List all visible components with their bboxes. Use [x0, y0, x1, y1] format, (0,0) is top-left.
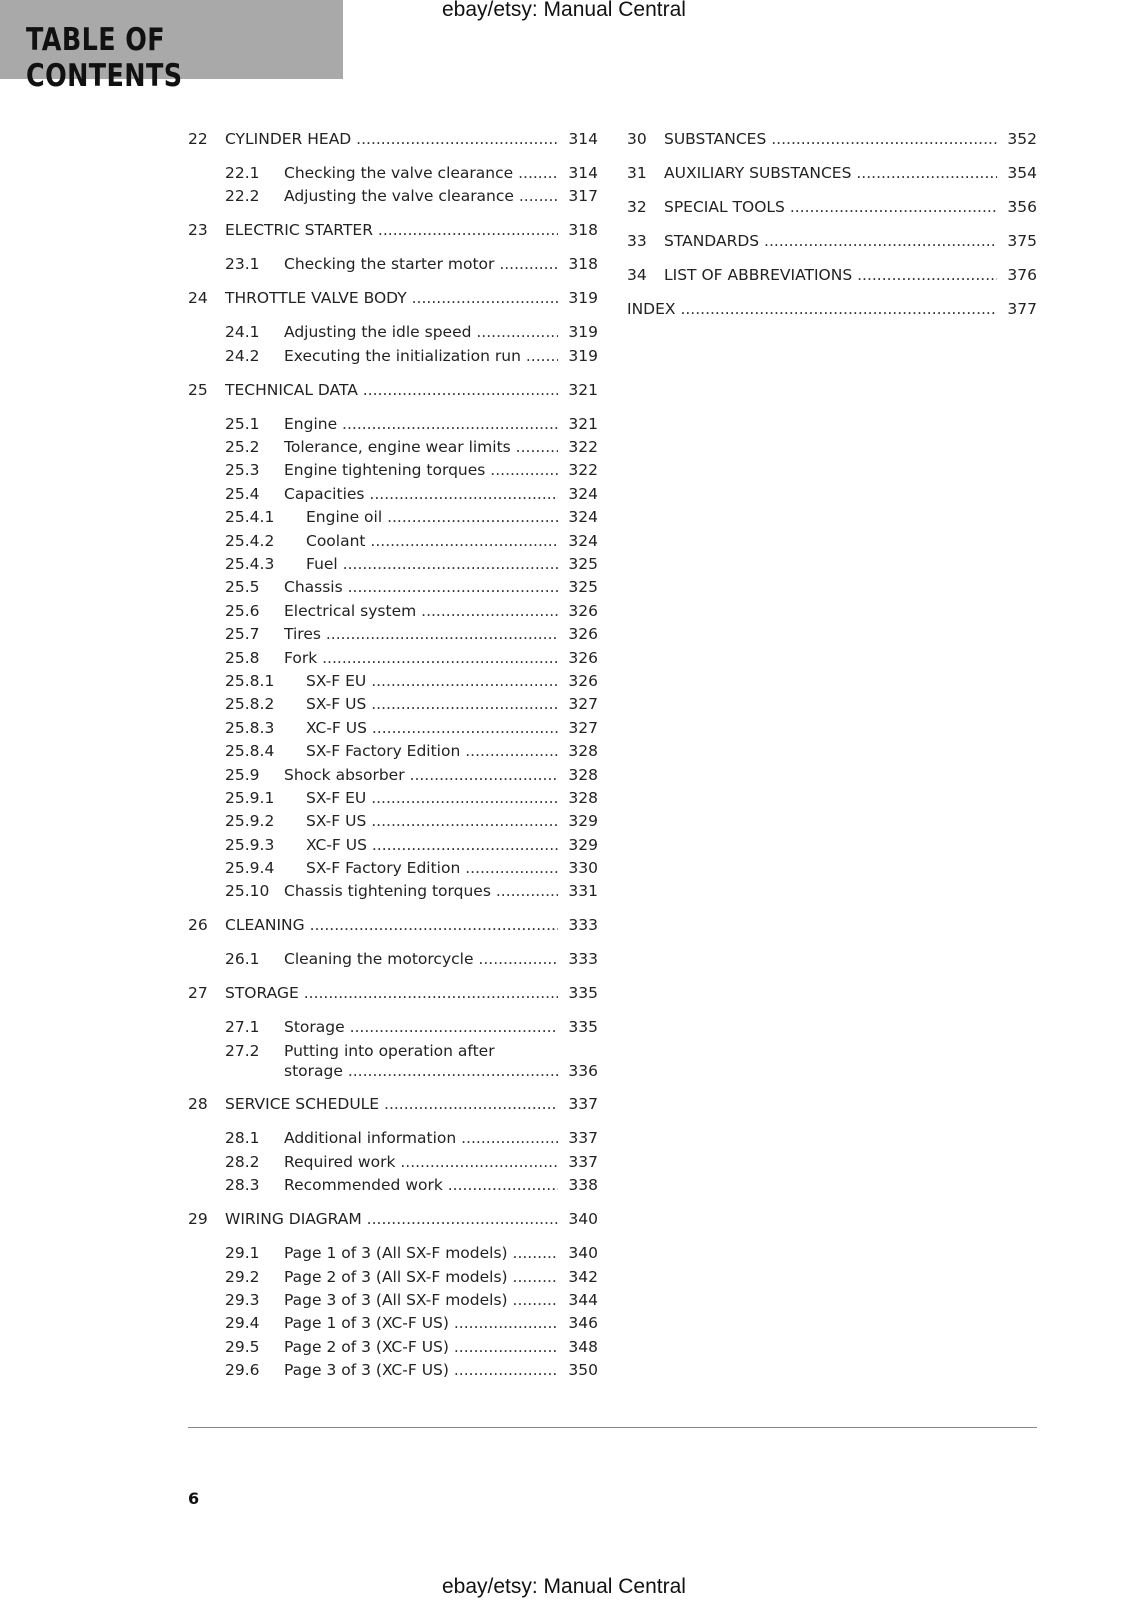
toc-entry-number: 23.1: [225, 255, 260, 274]
toc-entry-page: 333: [568, 916, 598, 935]
toc-entry-number: 23: [188, 221, 208, 240]
toc-entry[interactable]: [627, 196, 1037, 219]
toc-entry-title: SPECIAL TOOLS .....: [664, 196, 997, 219]
toc-entry-title: XC-F US .....: [306, 717, 558, 740]
toc-entry-title: CYLINDER HEAD .....: [225, 128, 558, 151]
toc-entry-number: 25.4: [225, 484, 260, 503]
toc-entry[interactable]: [188, 287, 598, 310]
toc-entry-page: 340: [568, 1244, 598, 1263]
toc-entry-title: Page 1 of 3 (All SX-F models) .....: [284, 1242, 558, 1265]
toc-entry[interactable]: [188, 506, 598, 529]
toc-entry[interactable]: [188, 345, 598, 368]
toc-entry-title: Adjusting the idle speed .....: [284, 321, 558, 344]
toc-entry-title: Fork .....: [284, 647, 558, 670]
toc-entry-title: SERVICE SCHEDULE .....: [225, 1093, 558, 1116]
toc-entry-number: 25.10: [225, 882, 270, 901]
toc-entry[interactable]: [627, 298, 1037, 321]
toc-entry-title: Cleaning the motorcycle .....: [284, 948, 558, 971]
toc-entry-number: 22.2: [225, 187, 260, 206]
toc-entry-number: 34: [627, 265, 647, 284]
toc-entry-number: 22.1: [225, 163, 260, 182]
toc-entry-number: 25.4.3: [225, 555, 275, 574]
toc-entry-page: 327: [568, 695, 598, 714]
toc-entry-number: 25: [188, 380, 208, 399]
toc-entry-title: Engine oil .....: [306, 506, 558, 529]
toc-entry-page: 333: [568, 950, 598, 969]
toc-entry-title: Required work .....: [284, 1151, 558, 1174]
toc-entry-page: 352: [1007, 130, 1037, 148]
toc-entry-page: 324: [568, 531, 598, 550]
toc-entry[interactable]: [188, 740, 598, 763]
toc-entry-number: 25.8: [225, 648, 260, 667]
toc-entry-number: 28.1: [225, 1129, 260, 1148]
toc-entry-number: 29.6: [225, 1361, 260, 1380]
page-title: TABLE OF CONTENTS: [26, 22, 183, 94]
toc-entry-page: 326: [568, 648, 598, 667]
toc-entry-page: 344: [568, 1290, 598, 1309]
toc-entry[interactable]: [188, 321, 598, 344]
toc-entry-page: 327: [568, 718, 598, 737]
toc-entry[interactable]: [188, 1289, 598, 1312]
toc-entry[interactable]: [188, 1040, 598, 1083]
toc-entry[interactable]: [188, 764, 598, 787]
toc-entry[interactable]: [188, 530, 598, 553]
toc-entry[interactable]: [188, 1266, 598, 1289]
toc-entry-title: SX-F US .....: [306, 693, 558, 716]
toc-entry-title: Storage .....: [284, 1016, 558, 1039]
toc-entry-title: SX-F Factory Edition .....: [306, 740, 558, 763]
toc-entry-page: 319: [568, 323, 598, 342]
toc-entry-page: 377: [1007, 299, 1037, 318]
toc-entry-title: Coolant .....: [306, 530, 558, 553]
toc-entry-title: Additional information .....: [284, 1127, 558, 1150]
toc-entry-title: Checking the valve clearance .....: [284, 162, 558, 185]
toc-entry[interactable]: [188, 483, 598, 506]
toc-entry-title: LIST OF ABBREVIATIONS .....: [664, 264, 997, 287]
toc-entry[interactable]: [627, 128, 1037, 151]
toc-entry-page: 326: [568, 671, 598, 690]
toc-entry-number: 24.2: [225, 346, 260, 365]
toc-entry-page: 325: [568, 578, 598, 597]
toc-entry-page: 329: [568, 812, 598, 831]
toc-entry-number: 26: [188, 916, 208, 935]
toc-entry[interactable]: [188, 436, 598, 459]
toc-entry-title: SX-F US .....: [306, 810, 558, 833]
toc-entry-number: 25.8.1: [225, 671, 275, 690]
toc-entry-title: THROTTLE VALVE BODY .....: [225, 287, 558, 310]
toc-entry-number: 29: [188, 1210, 208, 1229]
toc-entry-number: 25.6: [225, 601, 260, 620]
toc-entry[interactable]: [188, 128, 598, 151]
toc-entry-number: 25.9.2: [225, 812, 275, 831]
toc-entry-number: 25.5: [225, 578, 260, 597]
toc-entry-title: Page 1 of 3 (XC-F US) .....: [284, 1312, 558, 1335]
toc-entry[interactable]: [188, 185, 598, 208]
toc-entry[interactable]: [188, 1208, 598, 1231]
toc-entry-page: 317: [568, 187, 598, 206]
toc-entry-title: SX-F EU .....: [306, 670, 558, 693]
toc-entry-title: INDEX .....: [627, 298, 997, 321]
toc-entry-title: SX-F EU .....: [306, 787, 558, 810]
toc-entry[interactable]: [188, 623, 598, 646]
toc-entry-page: 322: [568, 438, 598, 457]
toc-entry-title-continued: storage .....: [284, 1060, 558, 1083]
toc-entry-number: 31: [627, 163, 647, 182]
toc-entry-title: Chassis tightening torques .....: [284, 880, 558, 903]
toc-entry[interactable]: [188, 576, 598, 599]
toc-entry-number: 27: [188, 984, 208, 1003]
toc-entry[interactable]: [188, 413, 598, 436]
toc-entry-title: Page 2 of 3 (All SX-F models) .....: [284, 1266, 558, 1289]
header-tab: [0, 0, 343, 94]
toc-entry-page: 319: [568, 346, 598, 365]
page-number: 6: [188, 1489, 200, 1508]
toc-entry-number: 25.9.1: [225, 788, 275, 807]
toc-entry-number: 24: [188, 289, 208, 308]
toc-entry-page: 326: [568, 601, 598, 620]
toc-entry-number: 29.4: [225, 1314, 260, 1333]
toc-entry-number: 25.8.2: [225, 695, 275, 714]
toc-entry-page: 329: [568, 835, 598, 854]
toc-entry-number: 25.2: [225, 438, 260, 457]
toc-entry[interactable]: [188, 810, 598, 833]
toc-entry-page: 335: [568, 1018, 598, 1037]
toc-entry-page: 328: [568, 742, 598, 761]
toc-entry-number: 25.9.4: [225, 859, 275, 878]
toc-entry-number: 25.7: [225, 625, 260, 644]
toc-entry-number: 28.2: [225, 1152, 260, 1171]
toc-entry-page: 354: [1007, 163, 1037, 182]
toc-entry-number: 27.2: [225, 1041, 260, 1060]
toc-entry[interactable]: [188, 647, 598, 670]
toc-entry-number: 33: [627, 231, 647, 250]
toc-entry-number: 29.3: [225, 1290, 260, 1309]
toc-entry-page: 324: [568, 484, 598, 503]
toc-entry-page: 319: [568, 289, 598, 308]
toc-entry[interactable]: [188, 1174, 598, 1197]
toc-entry[interactable]: [188, 1312, 598, 1335]
toc-entry-title: Tires .....: [284, 623, 558, 646]
toc-entry[interactable]: [188, 162, 598, 185]
toc-entry-number: 28: [188, 1095, 208, 1114]
toc-entry-number: 25.8.4: [225, 742, 275, 761]
toc-entry-number: 25.8.3: [225, 718, 275, 737]
toc-entry-title: AUXILIARY SUBSTANCES .....: [664, 162, 997, 185]
toc-entry-page: 346: [568, 1314, 598, 1333]
toc-entry-page: 321: [568, 380, 598, 399]
toc-entry-page: 314: [568, 130, 598, 148]
toc-entry-number: 27.1: [225, 1018, 260, 1037]
toc-entry-page: 336: [568, 1061, 598, 1080]
toc-entry-page: 321: [568, 414, 598, 433]
toc-entry-page: 318: [568, 221, 598, 240]
toc-entry-page: 326: [568, 625, 598, 644]
toc-entry-page: 331: [568, 882, 598, 901]
toc-entry[interactable]: [188, 600, 598, 623]
toc-entry[interactable]: [188, 253, 598, 276]
toc-entry-number: 25.9.3: [225, 835, 275, 854]
toc-entry[interactable]: [188, 787, 598, 810]
toc-entry-page: 348: [568, 1337, 598, 1356]
toc-entry-number: 25.4.2: [225, 531, 275, 550]
toc-entry-title: WIRING DIAGRAM .....: [225, 1208, 558, 1231]
toc-entry[interactable]: [188, 914, 598, 937]
toc-entry-title: STORAGE .....: [225, 982, 558, 1005]
toc-entry[interactable]: [188, 834, 598, 857]
toc-entry-number: 26.1: [225, 950, 260, 969]
toc-entry-number: 24.1: [225, 323, 260, 342]
toc-entry-number: 25.4.1: [225, 508, 275, 527]
toc-entry[interactable]: [188, 1127, 598, 1150]
toc-entry-title: SUBSTANCES .....: [664, 128, 997, 151]
toc-entry-title: Capacities .....: [284, 483, 558, 506]
toc-entry-title: Tolerance, engine wear limits .....: [284, 436, 558, 459]
watermark-text-top: ebay/etsy: Manual Central: [442, 0, 686, 21]
toc-entry[interactable]: [188, 219, 598, 242]
toc-entry-page: 328: [568, 788, 598, 807]
toc-entry[interactable]: [188, 459, 598, 482]
toc-entry[interactable]: [188, 1151, 598, 1174]
toc-entry-number: 29.2: [225, 1267, 260, 1286]
toc-right-column: [627, 128, 1037, 321]
toc-entry[interactable]: [188, 379, 598, 402]
toc-entry[interactable]: [188, 1093, 598, 1116]
toc-entry-title: CLEANING .....: [225, 914, 558, 937]
toc-entry[interactable]: [188, 1359, 598, 1382]
toc-entry-page: 375: [1007, 231, 1037, 250]
toc-entry[interactable]: [188, 1016, 598, 1039]
toc-entry-title: Page 3 of 3 (XC-F US) .....: [284, 1359, 558, 1382]
toc-entry-page: 335: [568, 984, 598, 1003]
toc-entry[interactable]: [188, 1336, 598, 1359]
toc-entry-page: 350: [568, 1361, 598, 1380]
toc-left-column: [188, 128, 598, 1382]
toc-entry-page: 337: [568, 1152, 598, 1171]
toc-entry-number: 29.5: [225, 1337, 260, 1356]
toc-entry-page: 340: [568, 1210, 598, 1229]
toc-entry[interactable]: [188, 1242, 598, 1265]
toc-entry-title: Engine tightening torques .....: [284, 459, 558, 482]
toc-entry[interactable]: [627, 264, 1037, 287]
toc-entry-page: 322: [568, 461, 598, 480]
watermark-text-bottom: ebay/etsy: Manual Central: [442, 1575, 686, 1598]
toc-entry-title: Executing the initialization run .....: [284, 345, 558, 368]
toc-entry-title: ELECTRIC STARTER .....: [225, 219, 558, 242]
toc-entry-page: 376: [1007, 265, 1037, 284]
toc-entry-title: XC-F US .....: [306, 834, 558, 857]
toc-entry-number: 28.3: [225, 1176, 260, 1195]
toc-entry-title: SX-F Factory Edition .....: [306, 857, 558, 880]
toc-entry-title: Electrical system .....: [284, 600, 558, 623]
toc-entry-title: STANDARDS .....: [664, 230, 997, 253]
toc-entry-number: 25.1: [225, 414, 260, 433]
toc-entry[interactable]: [627, 162, 1037, 185]
toc-entry-title: TECHNICAL DATA .....: [225, 379, 558, 402]
toc-entry[interactable]: [188, 880, 598, 903]
toc-entry-page: 337: [568, 1095, 598, 1114]
toc-entry-page: 328: [568, 765, 598, 784]
toc-entry-title: Shock absorber .....: [284, 764, 558, 787]
toc-entry[interactable]: [188, 948, 598, 971]
toc-entry-title: Checking the starter motor .....: [284, 253, 558, 276]
toc-entry-page: 330: [568, 859, 598, 878]
toc-entry[interactable]: [188, 857, 598, 880]
toc-entry-title: Page 3 of 3 (All SX-F models) .....: [284, 1289, 558, 1312]
toc-entry-page: 337: [568, 1129, 598, 1148]
toc-entry-title: Putting into operation after: [284, 1041, 495, 1060]
toc-entry-title: Chassis .....: [284, 576, 558, 599]
toc-entry-page: 356: [1007, 197, 1037, 216]
toc-entry-number: 25.3: [225, 461, 260, 480]
toc-entry-page: 325: [568, 555, 598, 574]
toc-entry[interactable]: [188, 553, 598, 576]
toc-entry-title: Page 2 of 3 (XC-F US) .....: [284, 1336, 558, 1359]
toc-entry-title: Engine .....: [284, 413, 558, 436]
toc-entry[interactable]: [188, 717, 598, 740]
toc-entry[interactable]: [627, 230, 1037, 253]
toc-entry-page: 324: [568, 508, 598, 527]
toc-entry-number: 22: [188, 130, 208, 148]
toc-entry-page: 318: [568, 255, 598, 274]
toc-entry-title: Recommended work .....: [284, 1174, 558, 1197]
toc-entry-page: 338: [568, 1176, 598, 1195]
footer-divider: [188, 1427, 1037, 1428]
toc-entry-number: 30: [627, 130, 647, 148]
toc-entry-title: Fuel .....: [306, 553, 558, 576]
toc-entry[interactable]: [188, 982, 598, 1005]
toc-entry-title: Adjusting the valve clearance .....: [284, 185, 558, 208]
toc-entry-number: 32: [627, 197, 647, 216]
toc-entry-page: 314: [568, 163, 598, 182]
toc-entry-number: 25.9: [225, 765, 260, 784]
toc-entry[interactable]: [188, 670, 598, 693]
toc-entry[interactable]: [188, 693, 598, 716]
toc-entry-number: 29.1: [225, 1244, 260, 1263]
toc-entry-page: 342: [568, 1267, 598, 1286]
